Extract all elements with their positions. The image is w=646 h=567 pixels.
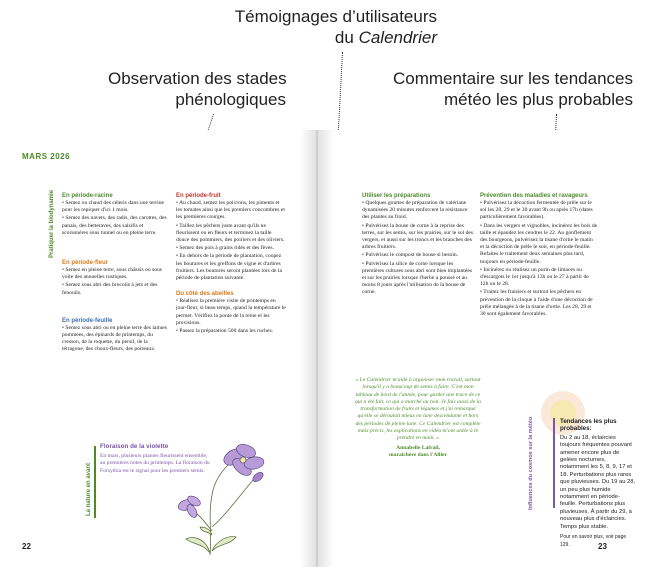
racine-item-2: • Semez des navets, des radis, des carottes, des panais, des betteraves, des salsifis et scorsonères sous tunnel ou en pleine terre. — [62, 215, 167, 236]
floraison-bracket — [94, 446, 96, 518]
section-title-fruit: En période-fruit — [176, 193, 221, 199]
side-label-nature: La nature en avant — [86, 462, 92, 516]
right-col-prevention — [480, 188, 598, 319]
prep-item-4: • Pulvérisez la silice de corne lorsque les premières cultures sous abri sont bien implantées et sur les prairies lorsque l'herbe a poussé et au moins 8 jours après l'utilisation de la bouse de corne. — [362, 260, 472, 296]
fleur-item-2: • Semez sous abri des brocolis à jets et des fenouils. — [62, 282, 158, 296]
month-title: MARS 2026 — [22, 152, 71, 161]
fruit-item-4: • En dehors de la période de plantation, coupez les boutures et les greffons de vigne et d'arbres fruitiers. Les boutures seront plantées lors de la période de plantation suivante. — [176, 253, 282, 282]
quote-role: maraîchère dans l'Allier — [389, 451, 447, 458]
book-gutter — [316, 130, 318, 567]
side-label-influences: Influences du cosmos sur la météo — [528, 416, 534, 510]
prep-item-2: • Pulvérisez la bouse de corne à la reprise des terres, sur les semis, sur les prairies, sur le sol des vergers, et aussi sur les troncs et les branches des arbres fruitiers. — [362, 222, 474, 251]
abeilles-item-1: • Réalisez la première visite de printemps en jour-fleur, si beau temps, quand la température le permet. Vérifiez la ponte de la reine et les provisions. — [176, 298, 286, 326]
floraison-title: Floraison de la violette — [100, 443, 169, 450]
callout-observation-line2: phénologiques — [175, 90, 286, 109]
quote-author: Annabelle Lafrail, — [396, 444, 440, 451]
prev-item-4: • Traitez les fraisiers et surtout les pêchers en prévention de la cloque à l'aide d'une décoction de prêle mélangée à de la tisane d'ortie. Les 28, 29 et 30 sont également favorables. — [480, 289, 593, 318]
fruit-item-2: • Taillez les pêchers juste avant qu'ils ne fleurissent ou en fleurs et terminez la taille douce des pommiers, des poiriers et des oliviers. — [176, 222, 285, 244]
floraison-text: En mars, plusieurs plantes fleurissent ensemble, au premières notes du printemps. La floraison du Forsythia est le signal pour les premiers semis. — [100, 453, 210, 474]
feuille-item-1: • Semez sous abri ou en pleine terre des laitues pommées, des épinards de printemps, du cresson, de la roquette, du persil, de la tétragone, des choux-fleurs, des poireaux. — [62, 324, 167, 353]
prep-item-1: • Quelques gouttes de préparation de valériane dynamisées 20 minutes renforcent la résistance des plantes au froid. — [362, 200, 468, 221]
violet-bud — [251, 470, 265, 483]
prev-item-3: • Incinérez ou réalisez un purin de limaces ou d'escargots le 1er jusqu'à 13h ou le 27 à partir de 12h ou le 28. — [480, 266, 589, 288]
violet-illustration — [172, 435, 278, 557]
prev-item-1: • Pulvérisez la décoction fermentée de prêle sur le sol les 28, 29 et le 30 avant 9h ou après 17h (dates particulièrement favorables). — [480, 200, 593, 221]
tendances-text: Du 2 au 18, éclaircies toujours fréquentes pouvant amener encore plus de gelées nocturnes, notamment les 5, 8, 9, 17 et 18. Perturbations plus rares que pluvieuses. Du 19 au 28, un peu plus humide notamment en période-feuille. Perturbations plus pluvieuses. À partir du 29, à nouveau plus d'éclaircies. Temps plus stable. — [560, 434, 636, 530]
fruit-item-1: • Au chaud, semez les poivrons, les piments et les tomates ainsi que les premiers concombres et les premières courges. — [176, 200, 285, 221]
callout-temoignages — [232, 6, 437, 48]
tendances-more: Pour en savoir plus, voir page 129. — [560, 534, 627, 548]
callout-observation — [108, 68, 286, 110]
section-title-preparations: Utiliser les préparations — [362, 193, 431, 199]
section-title-racine: En période-racine — [62, 193, 113, 199]
quote-text: « Le Calendrier m'aide à organiser mon travail, surtout lorsqu'il y a beaucoup de semis à faire. C'est mon tableau de bord de l'année, pour garder une trace de ce qui a été fait, ce qui a marché ou non. Je fais aussi de la transformation de fruits et légumes et j'ai remarqué qu'elle se déroulait mieux en lune descendante et hors des périodes de pleine lune. Ce Calendrier est complète mais précis, les explications en vidéo m'ont aidée à le prendre en main. » — [355, 377, 481, 442]
racine-item-1: • Semez ou chaud des céleris dans une terrine pour les repiquer d'ici 1 mois. — [62, 200, 164, 214]
side-label-biodynamie: Pratiquer la biodynamie — [49, 189, 55, 258]
prev-item-2: • Dans les vergers et vignobles, incinérez les bois de taille et épandez les cendres le 22. Au gonflement des bourgeons, pulvérisez la tisane d'ortie le matin et la décoction de prêle le soir, en période-feuille. Refaites le traitement deux semaines plus tard, toujours en période-feuille. — [480, 222, 598, 265]
section-title-fleur: En période-fleur — [62, 260, 109, 267]
callout-commentaire-line2: météo les plus probables — [443, 90, 633, 109]
callout-commentaire-line1: Commentaire sur les tendances — [392, 69, 633, 88]
tendances-bracket — [553, 418, 555, 508]
abeilles-item-2: • Passez la préparation 500 dans les ruches. — [176, 328, 274, 335]
page-number-left: 22 — [22, 542, 31, 551]
callout-temoignages-line1: Témoignages d’utilisateurs — [234, 7, 437, 26]
tendances-block — [560, 418, 636, 549]
section-title-prevention: Prévention des maladies et ravageurs — [480, 193, 588, 199]
callout-commentaire — [384, 68, 633, 110]
left-column — [62, 188, 170, 355]
page-number-right: 23 — [598, 542, 607, 551]
middle-column — [176, 188, 286, 336]
section-title-feuille: En période-feuille — [62, 317, 113, 324]
callout-temoignages-line2: du Calendrier — [334, 28, 437, 47]
fruit-item-3: • Semez des pois à grains ridés et des fèves. — [176, 245, 274, 252]
prep-item-3: • Pulvérisez le compost de bouse si besoin. — [362, 252, 459, 259]
section-title-abeilles: Du côté des abeilles — [176, 291, 234, 298]
tendances-title: Tendances les plus probables: — [560, 418, 617, 433]
violet-leaves — [186, 527, 236, 553]
testimonial-quote — [354, 377, 482, 459]
fleur-item-1: • Semez en pleine terre, sous châssis ou sous voile des annuelles rustiques. — [62, 267, 162, 281]
callout-observation-line1: Observation des stades — [108, 69, 287, 88]
right-col-preparations — [362, 188, 474, 298]
